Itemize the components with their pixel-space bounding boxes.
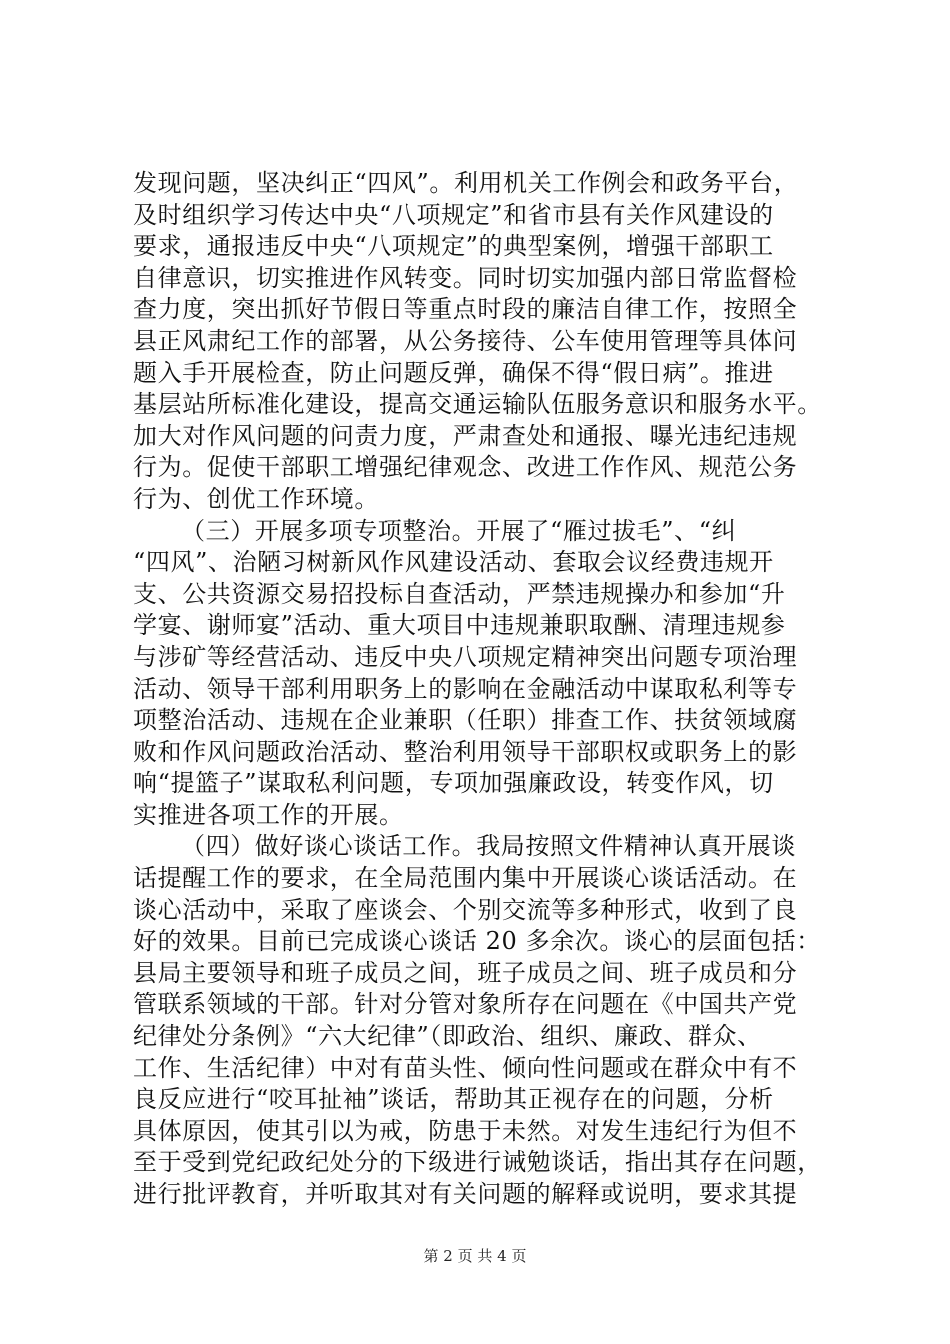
text-line: 题入手开展检查，防止问题反弹，确保不得“假日病”。推进 xyxy=(133,358,774,387)
text-line: 好的效果。目前已完成谈心谈话 20 多余次。谈心的层面包括： xyxy=(133,927,821,956)
text-line: 谈心活动中，采取了座谈会、个别交流等多种形式，收到了良 xyxy=(133,895,798,924)
text-line: 话提醒工作的要求，在全局范围内集中开展谈心谈话活动。在 xyxy=(133,864,798,893)
page-number-footer: 第 2 页 共 4 页 xyxy=(423,1247,527,1265)
text-line: 至于受到党纪政纪处分的下级进行诫勉谈话，指出其存在问题， xyxy=(133,1148,822,1177)
text-line: 响“提篮子”谋取私利问题，专项加强廉政设，转变作风，切 xyxy=(133,769,774,798)
text-line: 具体原因，使其引以为戒，防患于未然。对发生违纪行为但不 xyxy=(133,1116,798,1145)
text-line: 及时组织学习传达中央“八项规定”和省市县有关作风建设的 xyxy=(133,200,774,229)
text-line: 县正风肃纪工作的部署，从公务接待、公车使用管理等具体问 xyxy=(133,326,798,355)
text-line: 实推进各项工作的开展。 xyxy=(133,800,404,829)
text-line: 行为。促使干部职工增强纪律观念、改进工作作风、规范公务 xyxy=(133,453,798,482)
text-line: 支、公共资源交易招投标自查活动，严禁违规操办和参加“升 xyxy=(133,579,786,608)
text-line: 良反应进行“咬耳扯袖”谈话，帮助其正视存在的问题，分析 xyxy=(133,1085,774,1114)
text-line: 进行批评教育，并听取其对有关问题的解释或说明，要求其提 xyxy=(133,1180,798,1208)
text-line: 活动、领导干部利用职务上的影响在金融活动中谋取私利等专 xyxy=(133,674,798,703)
text-line: “四风”、治陋习树新风作风建设活动、套取会议经费违规开 xyxy=(133,548,774,577)
text-line: 与涉矿等经营活动、违反中央八项规定精神突出问题专项治理 xyxy=(133,642,798,671)
text-line: 要求，通报违反中央“八项规定”的典型案例，增强干部职工 xyxy=(133,232,774,261)
text-line: 败和作风问题政治活动、整治利用领导干部职权或职务上的影 xyxy=(133,737,798,766)
text-line: 县局主要领导和班子成员之间，班子成员之间、班子成员和分 xyxy=(133,958,798,987)
section-heading-line: （四）做好谈心谈话工作。我局按照文件精神认真开展谈 xyxy=(181,832,796,861)
text-line: 行为、创优工作环境。 xyxy=(133,484,379,513)
text-line: 学宴、谢师宴”活动、重大项目中违规兼职取酬、清理违规参 xyxy=(133,611,786,640)
text-line: 项整治活动、违规在企业兼职（任职）排查工作、扶贫领域腐 xyxy=(133,706,798,735)
text-line: 基层站所标准化建设，提高交通运输队伍服务意识和服务水平。 xyxy=(133,390,822,419)
text-line: 自律意识，切实推进作风转变。同时切实加强内部日常监督检 xyxy=(133,263,798,292)
text-line: 管联系领域的干部。针对分管对象所存在问题在《中国共产党 xyxy=(133,990,798,1019)
text-line: 加大对作风问题的问责力度，严肃查处和通报、曝光违纪违规 xyxy=(133,421,798,450)
text-line: 工作、生活纪律）中对有苗头性、倾向性问题或在群众中有不 xyxy=(133,1053,798,1082)
text-line: 查力度，突出抓好节假日等重点时段的廉洁自律工作，按照全 xyxy=(133,295,798,324)
body-text xyxy=(133,168,829,1211)
text-line: 发现问题，坚决纠正“四风”。利用机关工作例会和政务平台， xyxy=(133,169,799,197)
text-line: 纪律处分条例》“六大纪律”（即政治、组织、廉政、群众、 xyxy=(133,1022,762,1051)
section-heading-line: （三）开展多项专项整治。开展了“雁过拔毛”、“纠 xyxy=(181,516,737,545)
